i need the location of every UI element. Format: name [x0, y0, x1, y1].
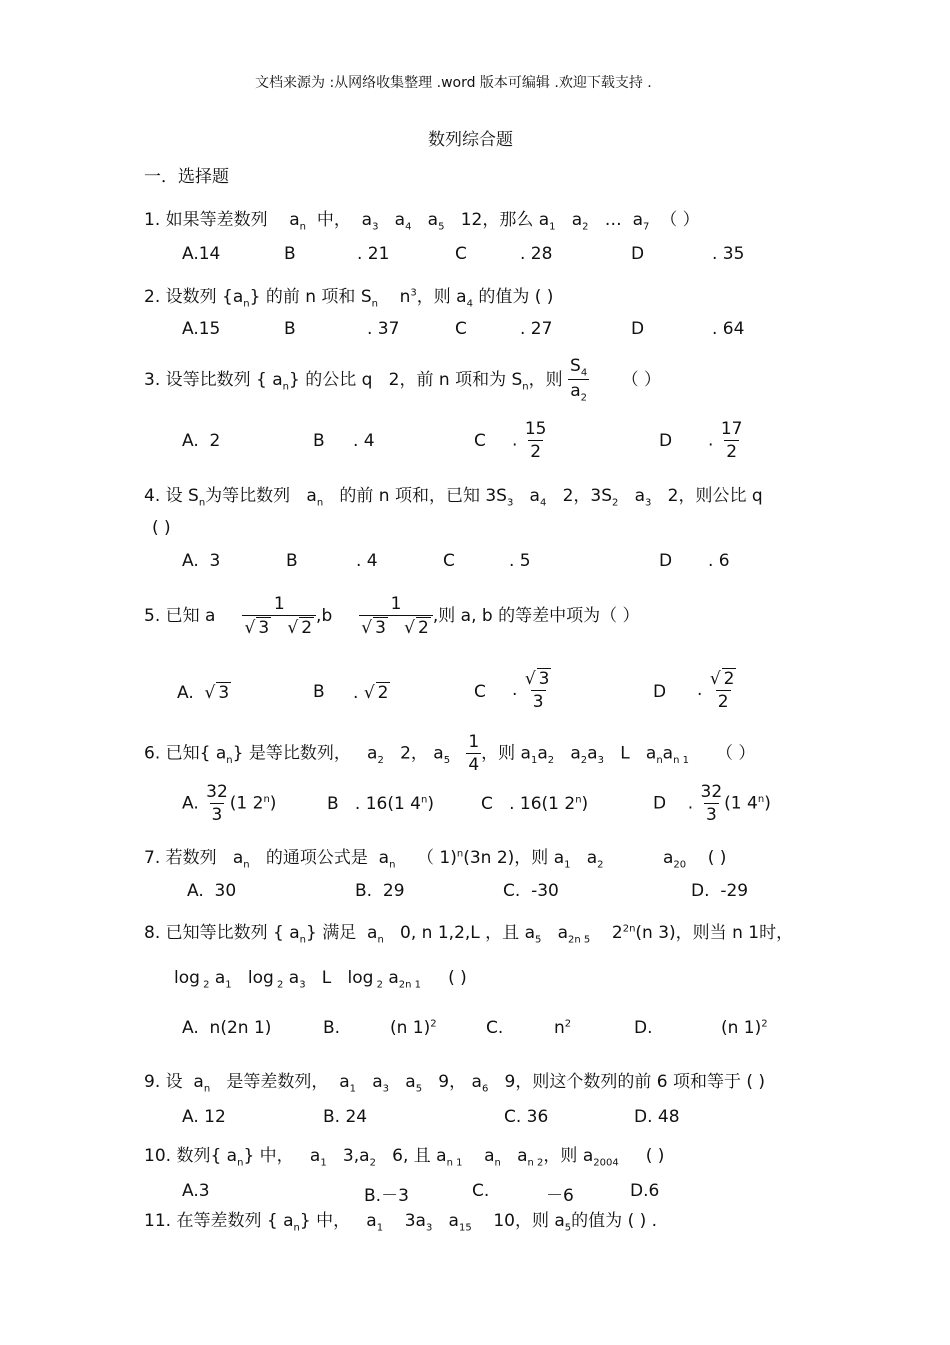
q2-option-c-label: C [455, 319, 467, 339]
q7-option-d: D. -29 [691, 881, 749, 901]
q3-option-c-value: . $\frac{15}{2}$ [512, 419, 547, 462]
q8-option-c-value: $n^2$ [554, 1018, 572, 1038]
question-3: 3. 设等比数列 { $a_n$} 的公比 q 2，前 n 项和为 $S_n$，则 $\frac{S_4}{a_2}$ （ ） [144, 356, 662, 404]
question-9: 9. 设 $a_n$ 是等差数列， $a_1$ $a_3$ $a_5$ 9， $a_6$ 9，则这个数列的前 6 项和等于 ( ) [144, 1072, 766, 1095]
q10-option-a: A.3 [182, 1181, 210, 1201]
q9-option-b: B. 24 [323, 1107, 368, 1127]
q3-option-d-value: . $\frac{17}{2}$ [708, 419, 743, 462]
q5-option-b-label: B [313, 682, 325, 702]
q8-option-d-label: D. [634, 1018, 653, 1038]
q9-option-c: C. 36 [504, 1107, 549, 1127]
q3-fraction: $\frac{S_4}{a_2}$ [570, 356, 588, 404]
q1-option-d-label: D [631, 244, 645, 264]
question-5: 5. 已知 a $\frac{1}{√ 3 √ 2}$ ,b $\frac{1}{√ 3 √ 2}$ ,则 a, b 的等差中项为（ ） [144, 594, 640, 638]
q10-option-d: D.6 [630, 1181, 660, 1201]
q10-option-b: B.－3 [364, 1186, 409, 1206]
q1-option-d-value: . 35 [712, 244, 745, 264]
q1-option-c-label: C [455, 244, 467, 264]
question-10: 10. 数列{ $a_n$} 中， $a_1$ $3,a_2$ 6, 且 $a_{n 1}$ $a_n$ $a_{n 2}$，则 $a_{2004}$ ( ) [144, 1146, 665, 1169]
q2-option-a: A.15 [182, 319, 221, 339]
question-8: 8. 已知等比数列 { $a_n$} 满足 $a_n$ 0, n 1,2,L ，且 $a_5$ $a_{2n 5}$ $2^{2n}(n$ 3)，则当 n 1时， [144, 923, 794, 946]
question-11: 11. 在等差数列 { $a_n$} 中， $a_1$ $3a_3$ $a_{15}$ 10，则 $a_5$的值为 ( ) . [144, 1211, 658, 1234]
q2-option-d-label: D [631, 319, 645, 339]
q10-option-c-label: C. [472, 1181, 490, 1201]
q6-option-b: B . 16(1 4$^n$) [327, 794, 434, 814]
q8-expression: log $_2$ $a_1$ log $_2$ $a_3$ L log $_2$ $a_{2n 1}$ ( ) [174, 968, 467, 991]
q3-option-b-label: B [313, 431, 325, 451]
q1-option-a: A.14 [182, 244, 221, 264]
q6-option-c: C . 16(1 2$^n$) [481, 794, 589, 814]
q4-answer-paren: ( ) [152, 518, 171, 538]
page-title: 数列综合题 [428, 130, 513, 150]
q4-option-d-label: D [659, 551, 673, 571]
question-2: 2. 设数列 $\{a_n\}$ 的前 n 项和 $S_n$ $n^3$，则 $a_4$ 的值为 ( ) [144, 287, 554, 310]
q10-option-c-value: －6 [546, 1186, 574, 1206]
question-4: 4. 设 $S_n$为等比数列 $a_n$ 的前 n 项和，已知 $3S_3$ $a_4$ 2，$3S_2$ $a_3$ 2，则公比 q [144, 486, 763, 509]
q3-option-b-value: . 4 [353, 431, 375, 451]
q5-option-a: A. √ 3 [177, 683, 230, 703]
q4-option-b-label: B [286, 551, 298, 571]
page-header: 文档来源为 :从网络收集整理 .word 版本可编辑 .欢迎下载支持 . [255, 75, 652, 91]
q6-option-a: A. $\frac{32}{3}$ (1 2$^n$) [182, 782, 277, 825]
q1-option-b-label: B [284, 244, 296, 264]
q2-option-b-value: . 37 [367, 319, 400, 339]
q8-option-b-value: (n 1)$^2$ [390, 1018, 437, 1038]
q1-option-b-value: . 21 [357, 244, 390, 264]
q4-option-a: A. 3 [182, 551, 221, 571]
q5-option-b-value: . √ 2 [353, 683, 389, 703]
q5-option-c-label: C [474, 682, 486, 702]
q6-option-d: D . $\frac{32}{3}$ (1 4$^n$) [653, 782, 771, 825]
q8-option-a: A. n(2n 1) [182, 1018, 272, 1038]
q5-option-c-value: . $\frac{√ 3}{3}$ [512, 669, 550, 712]
q4-option-c-label: C [443, 551, 455, 571]
q9-option-d: D. 48 [634, 1107, 680, 1127]
question-1: 1. 如果等差数列 $a_n$ 中， $a_3$ $a_4$ $a_5$ 12，那么 $a_1$ $a_2$ … $a_7$ （ ） [144, 210, 700, 233]
q5-option-d-value: . $\frac{√ 2}{2}$ [697, 669, 735, 712]
section-heading: 一．选择题 [144, 167, 229, 187]
q7-option-a: A. 30 [187, 881, 237, 901]
q7-option-b: B. 29 [355, 881, 405, 901]
question-7: 7. 若数列 $a_n$ 的通项公式是 $a_n$ （ 1)$^n$(3n 2)，则 $a_1$ $a_2$ $a_{20}$ ( ) [144, 848, 727, 871]
q9-option-a: A. 12 [182, 1107, 226, 1127]
q8-option-b-label: B. [323, 1018, 341, 1038]
q4-option-d-value: . 6 [708, 551, 730, 571]
q4-option-b-value: . 4 [356, 551, 378, 571]
q3-option-c-label: C [474, 431, 486, 451]
q2-option-d-value: . 64 [712, 319, 745, 339]
q4-option-c-value: . 5 [509, 551, 531, 571]
q3-option-a: A. 2 [182, 431, 221, 451]
q8-option-d-value: (n 1)$^2$ [721, 1018, 768, 1038]
q2-option-b-label: B [284, 319, 296, 339]
q5-option-d-label: D [653, 682, 667, 702]
question-6: 6. 已知{ $a_n$} 是等比数列， $a_2$ 2， $a_5$ $\frac{1}{4}$ ，则 $a_1a_2$ $a_2a_3$ L $a_na_{n 1}$ （ ） [144, 732, 756, 775]
q1-option-c-value: . 28 [520, 244, 553, 264]
q2-option-c-value: . 27 [520, 319, 553, 339]
q8-option-c-label: C. [486, 1018, 504, 1038]
q3-option-d-label: D [659, 431, 673, 451]
q7-option-c: C. -30 [503, 881, 559, 901]
